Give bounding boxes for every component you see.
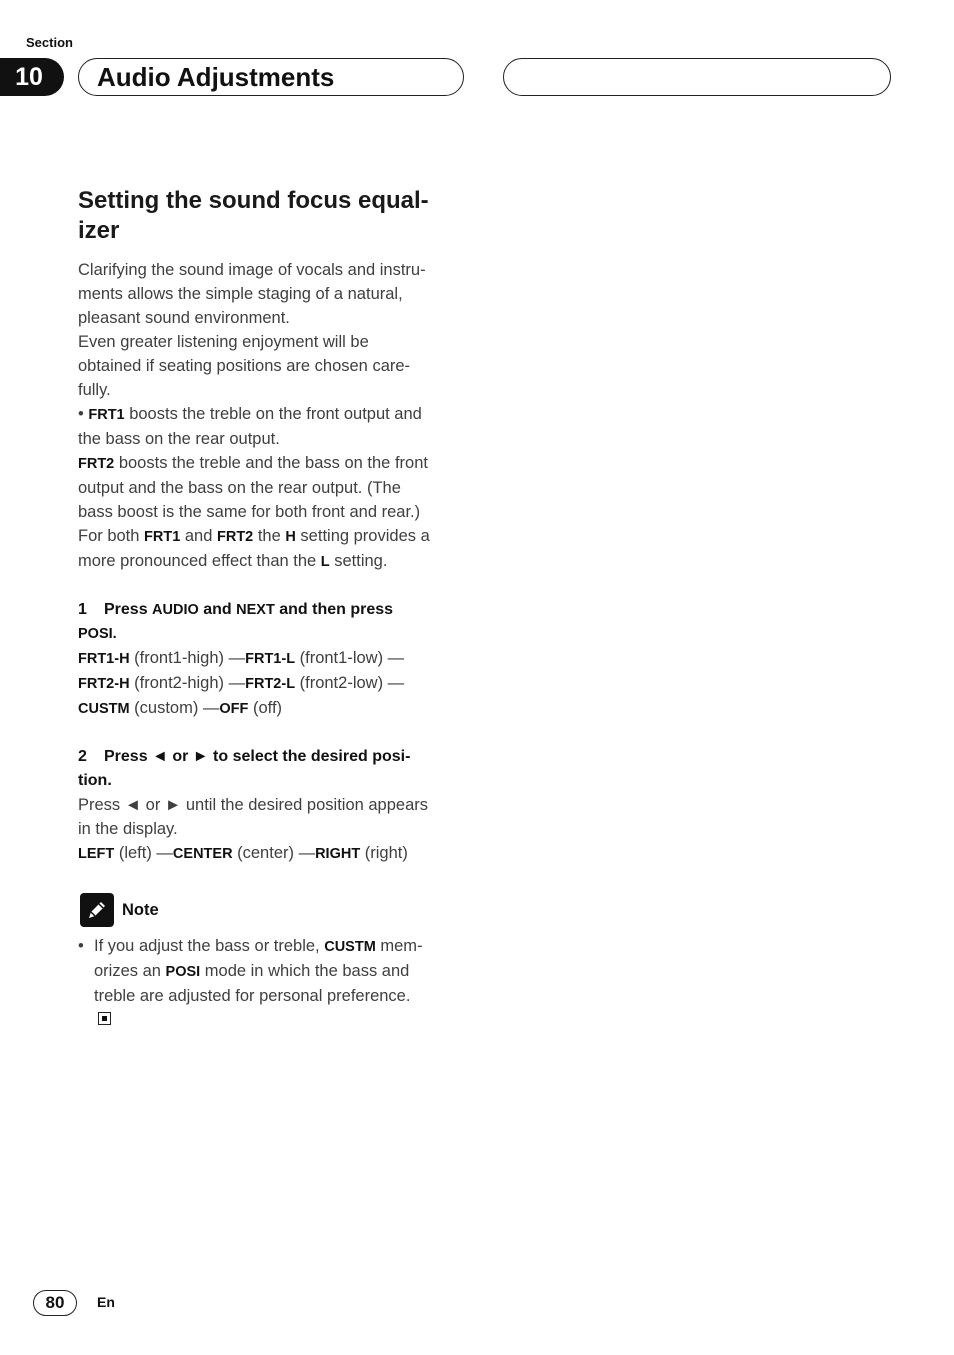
language-code: En [97, 1294, 115, 1310]
intro-paragraph-2: Even greater listening enjoyment will be obtained if seating positions are chosen care- fully. [78, 333, 411, 399]
empty-header-box [503, 58, 891, 96]
note-header [78, 892, 470, 928]
note-item: • If you adjust the bass or treble, CUSTM mem- orizes an POSI mode in which the bass and treble are adjusted for personal preference. [78, 937, 423, 1005]
step-1-options: FRT1-H (front1-high) —FRT1-L (front1-low) — FRT2-H (front2-high) —FRT2-L (front2-low) — CUSTM (custom) —OFF (off) [78, 649, 405, 717]
note-label: Note [122, 900, 159, 919]
intro-paragraph-1: Clarifying the sound image of vocals and instru- ments allows the simple staging of a natural, pleasant sound environment. [78, 261, 426, 327]
end-of-section-icon [98, 1012, 111, 1025]
step-1-heading: 1 Press AUDIO and NEXT and then press POSI. [78, 601, 394, 642]
frt1-description: • FRT1 boosts the treble on the front output and the bass on the rear output. [78, 405, 422, 448]
section-label: Section [26, 35, 73, 50]
step-2-heading: 2 Press ◄ or ► to select the desired posi- tion. [78, 748, 411, 789]
frt2-description: FRT2 boosts the treble and the bass on the front output and the bass on the rear output. (The bass boost is the same for both front and rear.) [78, 454, 428, 521]
page-number: 80 [33, 1290, 77, 1316]
section-heading: Setting the sound focus equal- izer [78, 187, 429, 244]
chapter-title: Audio Adjustments [78, 58, 464, 96]
main-column [78, 186, 470, 1025]
pencil-note-icon [80, 893, 114, 927]
step-2-body: Press ◄ or ► until the desired position appears in the display. LEFT (left) —CENTER (center) —RIGHT (right) [78, 796, 429, 862]
section-number-badge: 10 [0, 58, 64, 96]
h-l-comparison: For both FRT1 and FRT2 the H setting provides a more pronounced effect than the L setting. [78, 527, 430, 570]
